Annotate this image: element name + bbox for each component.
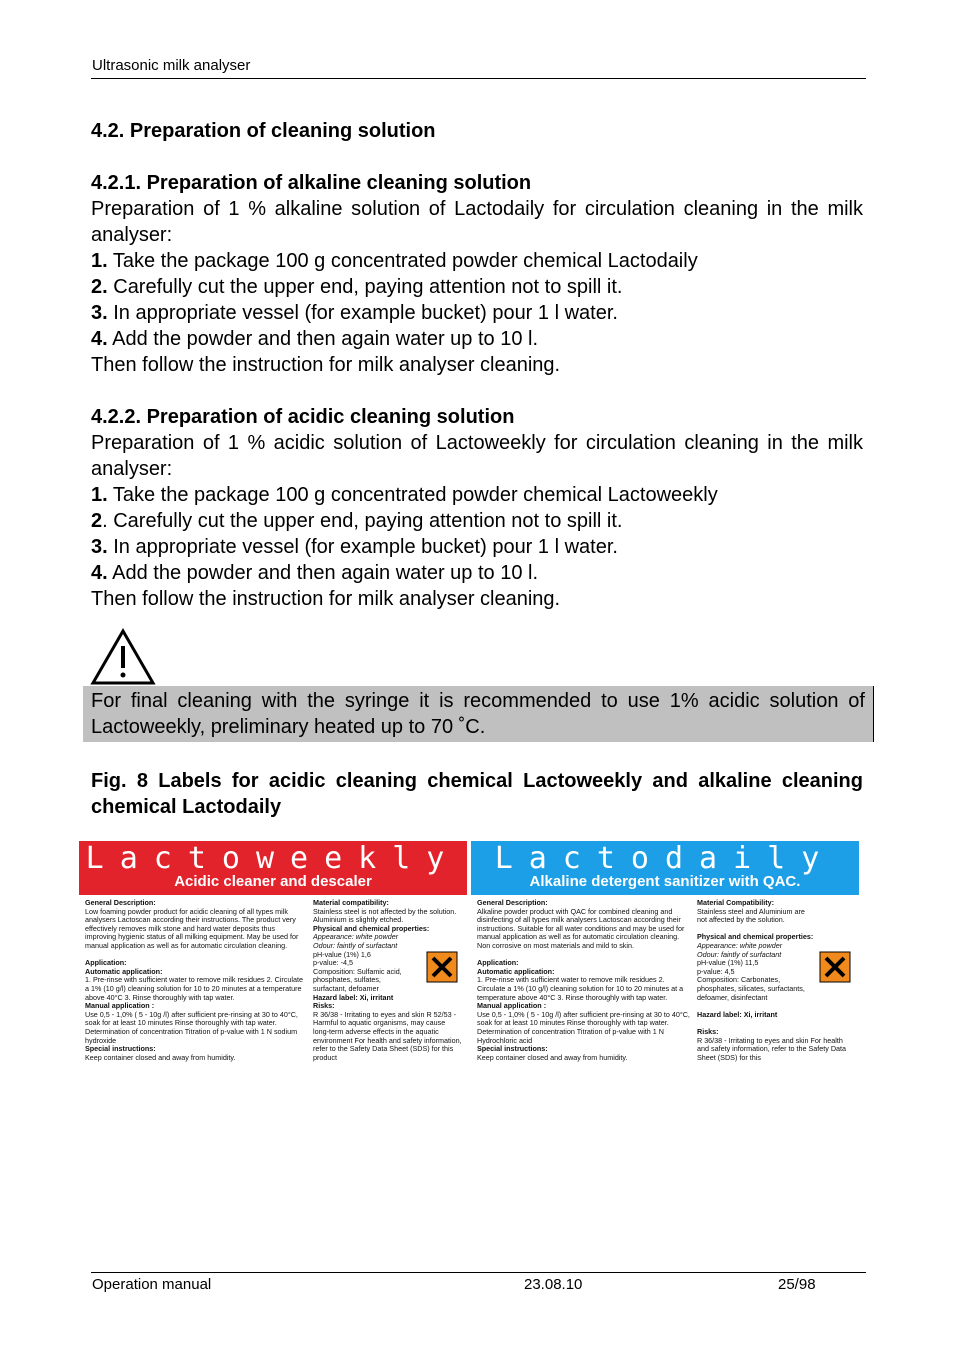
lactoweekly-right-column: Material compatibility: Stainless steel is not affected by the solution. Aluminium is slightly etched. Physical and chemical properties: Appearance: white powder Odour: faintly of surfactant pH-value (1%) 1,6 p-value: -4,5 Composition: Sulfamic acid, phosphates, sulfates, surfactant, defoamer Hazard label: Xi, irritant Risks: R 36/38 - Irritating to eyes and skin R 52/53 - Harmful to aquatic organisms, may cause long-term adverse effects in the aquatic environment For health and safety information, refer to the Safety Data Sheet (SDS) for this product bbox=[313, 898, 462, 1062]
alkaline-step: 4. Add the powder and then again water up to 10 l. bbox=[91, 328, 538, 350]
acidic-step: 4. Add the powder and then again water up to 10 l. bbox=[91, 562, 538, 584]
footer-date: 23.08.10 bbox=[524, 1276, 583, 1293]
hazard-xi-icon bbox=[426, 951, 458, 983]
lactodaily-left-column: General Description: Alkaline powder product with QAC for combined cleaning and disinfecting of all types milk analysers Lactoscan according their instructions. Suitable for all water conditions and may be used for manual application as well as for automatic circulation cleaning. Non corrosive on most materials and mild to skin. Application: Automatic application: 1. Pre-rinse with sufficient water to remove milk residues 2. Circulate a 1% (10 g/l) cleaning solution for 10 to 20 minutes at a temperature above 40°C 3. Rinse thoroughly with tap water. Manual application : Use 0,5 - 1,0% ( 5 - 10g /l) after sufficient pre-rinsing at 30 to 40°C, soak for at least 10 minutes Rinse thoroughly with tap water. Determination of concentration Titration of p-value with 1 N Hydrochloric acid Special instructions: Keep container closed and away from humidity. bbox=[477, 898, 690, 1062]
warning-box bbox=[83, 686, 874, 742]
lactodaily-label bbox=[471, 841, 859, 1073]
acidic-step: 2. Carefully cut the upper end, paying attention not to spill it. bbox=[91, 510, 623, 532]
page-footer bbox=[91, 1272, 866, 1293]
acidic-title: 4.2.2. Preparation of acidic cleaning solution bbox=[91, 406, 515, 428]
warning-text: For final cleaning with the syringe it is recommended to use 1% acidic solution of Lactoweekly, preliminary heated up to 70 ˚C. bbox=[91, 690, 865, 738]
lactoweekly-label bbox=[79, 841, 467, 1073]
warning-triangle-icon bbox=[90, 628, 156, 686]
alkaline-step: 2. Carefully cut the upper end, paying attention not to spill it. bbox=[91, 276, 623, 298]
lactoweekly-subtitle: Acidic cleaner and descaler bbox=[174, 873, 372, 890]
acidic-step: 1. Take the package 100 g concentrated powder chemical Lactoweekly bbox=[91, 484, 718, 506]
alkaline-title: 4.2.1. Preparation of alkaline cleaning solution bbox=[91, 172, 532, 194]
figure-caption: Fig. 8 Labels for acidic cleaning chemical Lactoweekly and alkaline cleaning chemical Lactodaily bbox=[91, 770, 863, 818]
product-labels bbox=[79, 841, 859, 1073]
acidic-outro: Then follow the instruction for milk analyser cleaning. bbox=[91, 588, 561, 610]
footer-doc-title: Operation manual bbox=[92, 1276, 212, 1293]
footer-page-number: 25/98 bbox=[778, 1276, 816, 1293]
lactodaily-name: Lactodaily bbox=[494, 841, 836, 876]
alkaline-intro: Preparation of 1 % alkaline solution of Lactodaily for circulation cleaning in the milk analyser: bbox=[91, 198, 863, 246]
acidic-intro: Preparation of 1 % acidic solution of Lactoweekly for circulation cleaning in the milk analyser: bbox=[91, 432, 863, 480]
lactodaily-subtitle: Alkaline detergent sanitizer with QAC. bbox=[529, 873, 801, 890]
lactodaily-banner bbox=[471, 841, 859, 895]
lactodaily-right-column: Material Compatibility: Stainless steel and Aluminium are not affected by the solution. Physical and chemical properties: Appearance: white powder Odour: faintly of surfactant pH-value (1%) 11,5 p-value: 4,5 Composition: Carbonates, phosphates, silicates, surfactants, defoamer, disinfectant Hazard label: Xi, irritant Risks: R 36/38 - Irritating to eyes and skin For health and safety information, refer to the Safety Data Sheet (SDS) for this bbox=[697, 898, 847, 1062]
alkaline-step: 1. Take the package 100 g concentrated powder chemical Lactodaily bbox=[91, 250, 698, 272]
acidic-step: 3. In appropriate vessel (for example bucket) pour 1 l water. bbox=[91, 536, 618, 558]
lactoweekly-name: Lactoweekly bbox=[85, 841, 461, 876]
alkaline-outro: Then follow the instruction for milk analyser cleaning. bbox=[91, 354, 561, 376]
page-header bbox=[91, 56, 866, 79]
lactoweekly-banner bbox=[79, 841, 467, 895]
lactoweekly-left-column: General Description: Low foaming powder product for acidic cleaning of all types milk analysers Lactoscan according their instructions. The product very effectively removes milk stone and hard water deposits thus improving hygienic status of all milking equipment. May be used for manual application as well as for automatic circulation cleaning. Application: Automatic application: 1. Pre-rinse with sufficient water to remove milk residues 2. Circulate a 1% (10 g/l) cleaning solution for 10 to 20 minutes at a temperature above 40°C 3. Rinse thoroughly with tap water. Manual application : Use 0,5 - 1,0% ( 5 - 10g /l) after sufficient pre-rinsing at 30 to 40°C, soak for at least 10 minutes Rinse thoroughly with tap water. Determination of concentration Titration of p-value with 1 N sodium hydroxide Special instructions: Keep container closed and away from humidity. bbox=[85, 898, 303, 1062]
section-title: 4.2. Preparation of cleaning solution bbox=[91, 120, 436, 142]
alkaline-step: 3. In appropriate vessel (for example bucket) pour 1 l water. bbox=[91, 302, 618, 324]
main-content bbox=[91, 115, 863, 612]
header-title: Ultrasonic milk analyser bbox=[92, 57, 251, 74]
hazard-xi-icon bbox=[819, 951, 851, 983]
